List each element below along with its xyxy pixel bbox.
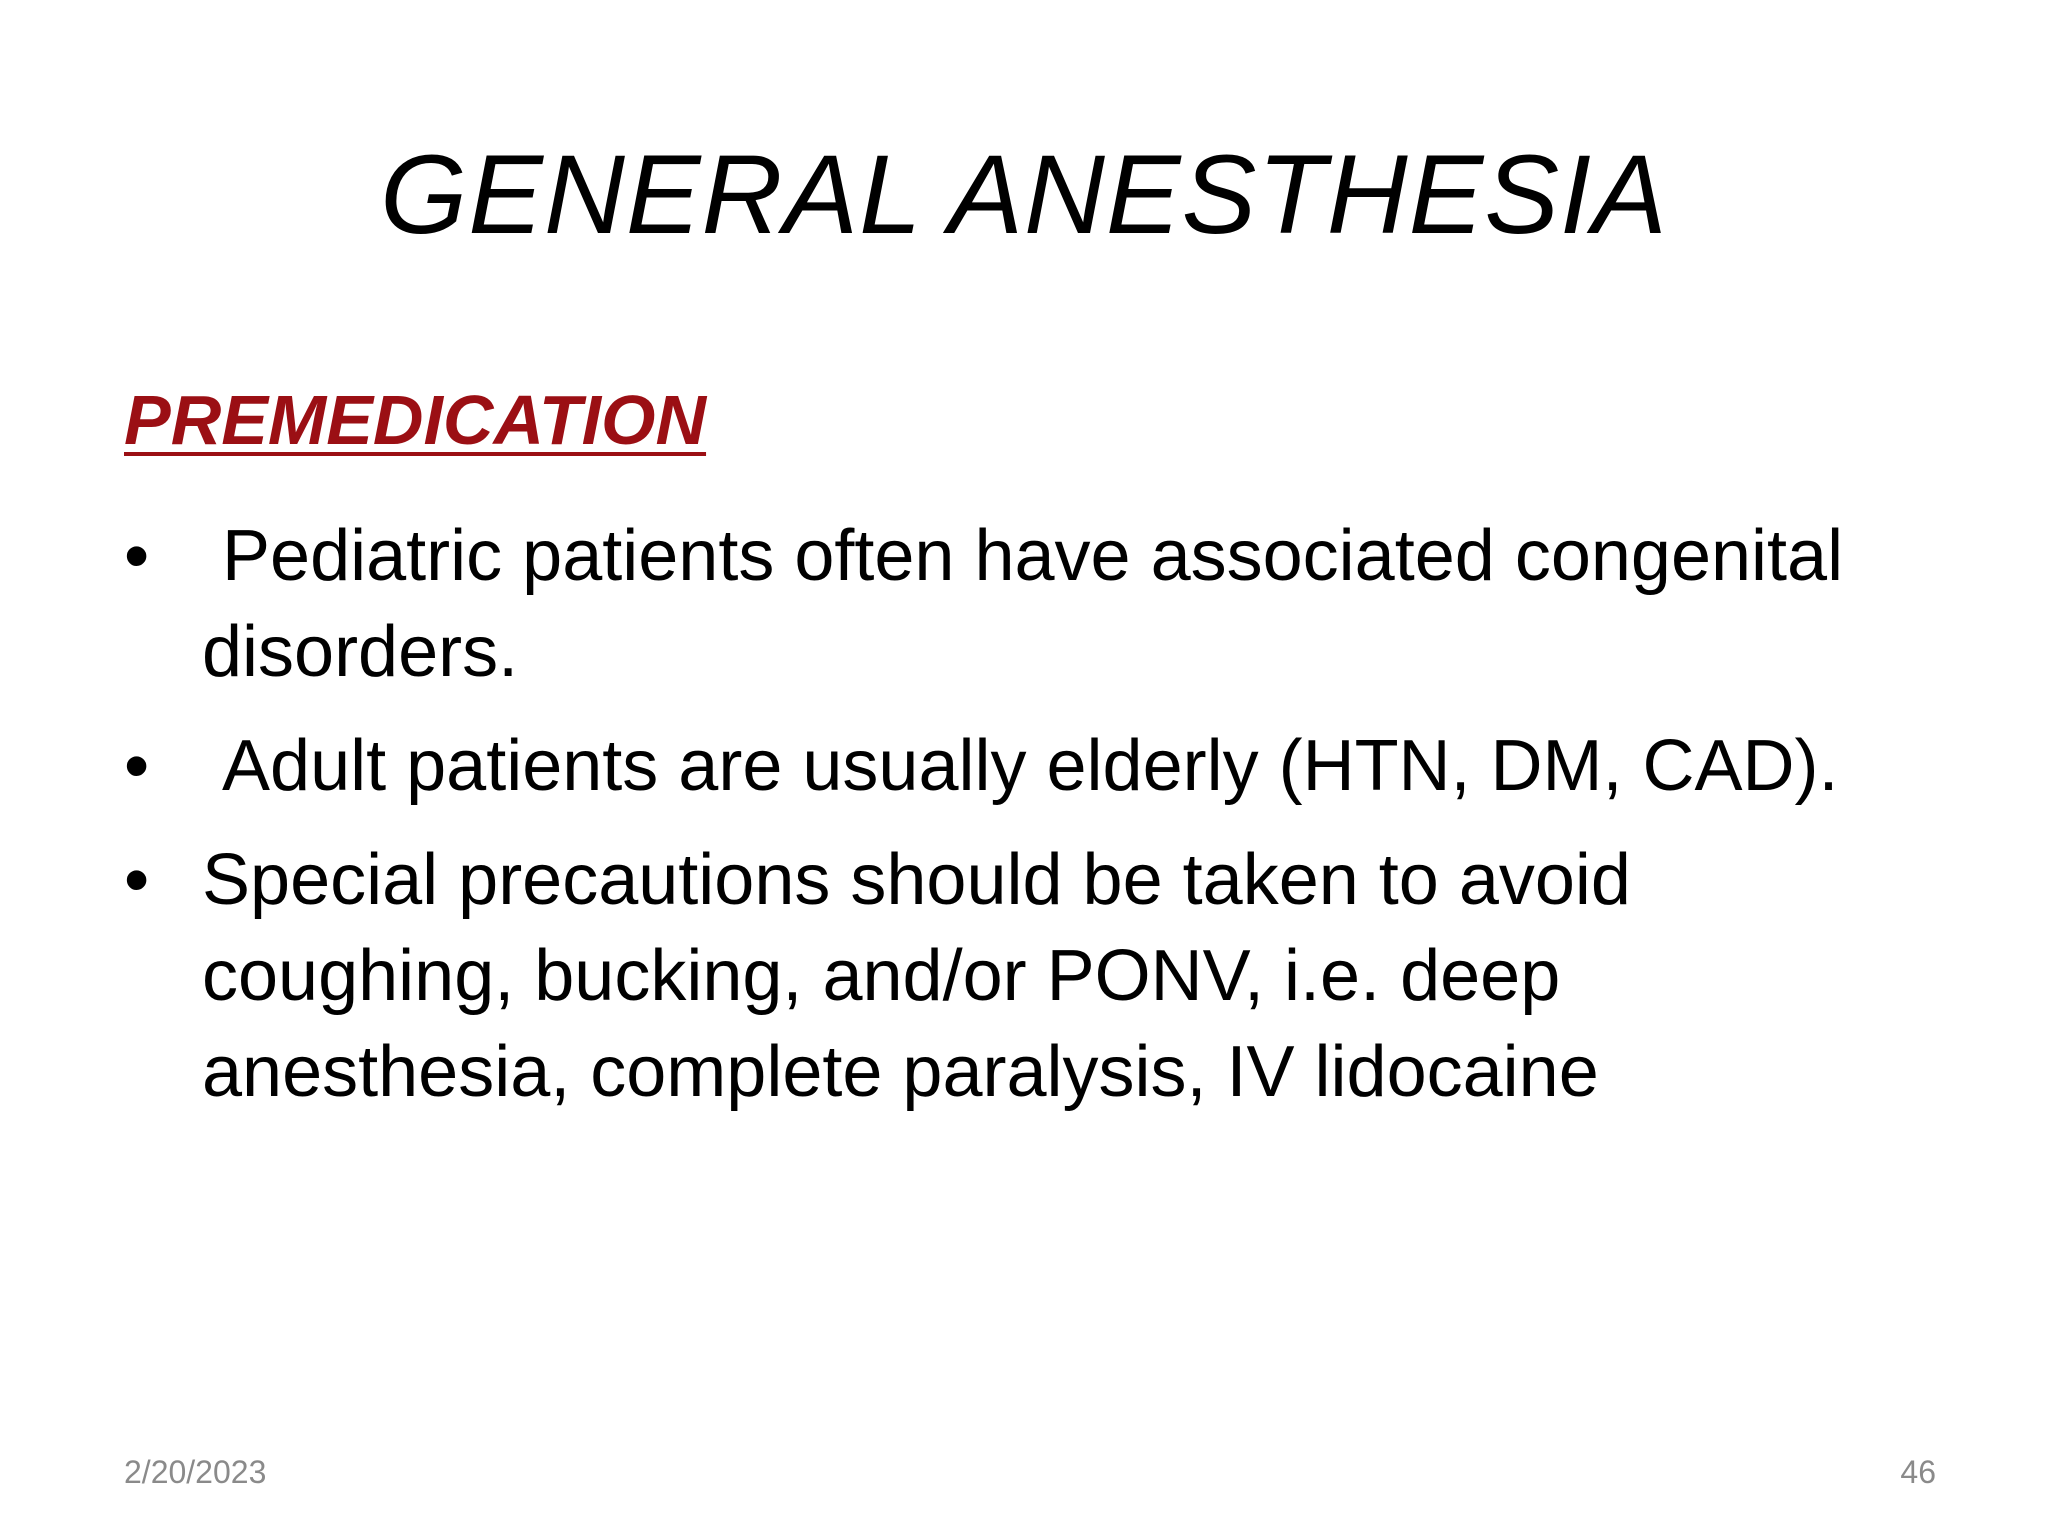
bullet-icon: • — [124, 726, 150, 806]
bullet-icon: • — [124, 840, 150, 920]
list-item — [124, 832, 1944, 1120]
section-heading: PREMEDICATION — [124, 381, 707, 459]
bullet-icon: • — [124, 516, 150, 596]
list-item — [124, 508, 1944, 700]
footer-date: 2/20/2023 — [124, 1454, 267, 1490]
bullet-text: Special precautions should be taken to avoid coughing, bucking, and/or PONV, i.e. deep anesthesia, complete paralysis, IV lidocaine — [202, 840, 1631, 1112]
bullet-text: Adult patients are usually elderly (HTN, DM, CAD). — [202, 726, 1839, 806]
bullet-list — [124, 508, 1944, 1138]
list-item — [124, 718, 1944, 814]
slide-title: GENERAL ANESTHESIA — [380, 132, 1668, 257]
bullet-text: Pediatric patients often have associated congenital disorders. — [202, 516, 1864, 692]
page-number: 46 — [1900, 1454, 1936, 1490]
